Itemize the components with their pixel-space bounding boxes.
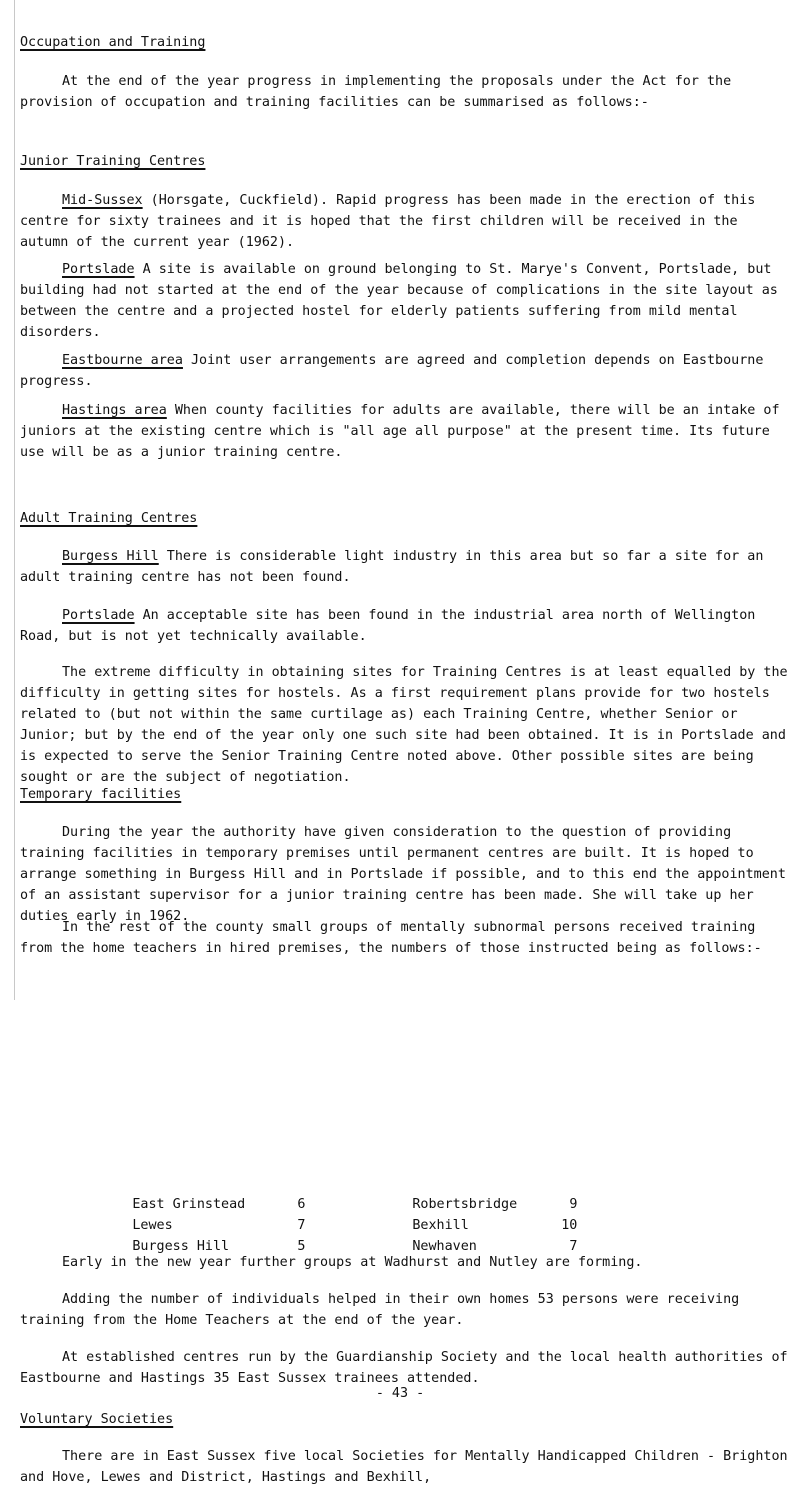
paragraph-established-centres: At established centres run by the Guardianship Society and the local health authorities of Eastbourne and Hastings 35 East Sussex trainees attended.: [20, 1350, 788, 1386]
scan-margin-line: [14, 0, 15, 1000]
paragraph-burgess-hill: Burgess Hill There is considerable light industry in this area but so far a site for an adult training centre has not been found.: [20, 549, 764, 585]
place-name: Burgess Hill: [132, 1239, 230, 1254]
paragraph-small-groups: In the rest of the county small groups of mentally subnormal persons received training from the home teachers in hired premises, the numbers of those instructed being as follows:-: [20, 920, 762, 956]
group-count: 10: [561, 1218, 578, 1233]
group-numbers-table: [84, 1173, 578, 1254]
place-name: Lewes: [132, 1218, 173, 1233]
label-portslade-junior: Portslade: [62, 262, 135, 277]
paragraph-hastings: Hastings area When county facilities for adults are available, there will be an intake of juniors at the existing centre which is "all age all purpose" at the present time. Its future use will be as a junior training centre.: [20, 403, 780, 460]
intro-paragraph: At the end of the year progress in implementing the proposals under the Act for the provision of occupation and training facilities can be summarised as follows:-: [20, 74, 732, 110]
section-heading-voluntary: Voluntary Societies: [20, 1412, 174, 1427]
paragraph-voluntary-societies: There are in East Sussex five local Societies for Mentally Handicapped Children - Brighton and Hove, Lewes and District, Hastings and Bexhill,: [20, 1449, 788, 1485]
group-count: 9: [569, 1197, 578, 1212]
group-count: 7: [297, 1218, 306, 1233]
paragraph-portslade-junior: Portslade A site is available on ground belonging to St. Marye's Convent, Portslade, but building had not started at the end of the year because of complications in the site layout as between the centre and a projected hostel for elderly patients suffering from mild mental disorders.: [20, 262, 778, 340]
label-eastbourne: Eastbourne area: [62, 353, 183, 368]
paragraph-site-difficulty: The extreme difficulty in obtaining sites for Training Centres is at least equalled by the difficulty in getting sites for hostels. As a first requirement plans provide for two hostels related to (but not within the same curtilage as) each Training Centre, whether Senior or Junior; but by the end of the year only one such site had been obtained. It is in Portslade and is expected to serve the Senior Training Centre noted above. Other possible sites are being sought or are the subject of negotiation.: [20, 665, 788, 785]
section-heading-junior: Junior Training Centres: [20, 154, 206, 169]
paragraph-portslade-adult: Portslade An acceptable site has been found in the industrial area north of Wellington Road, but is not yet technically available.: [20, 608, 756, 644]
label-burgess-hill: Burgess Hill: [62, 549, 159, 564]
paragraph-temporary-premises: During the year the authority have given consideration to the question of providing training facilities in temporary premises until permanent centres are built. It is hoped to arrange something in Burgess Hill and in Portslade if possible, and to this end the appointment of an assistant supervisor for a junior training centre has been made. She will take up her duties early in 1962.: [20, 825, 786, 924]
section-heading-occupation: Occupation and Training: [20, 35, 206, 50]
label-mid-sussex: Mid-Sussex: [62, 193, 143, 208]
place-name: Newhaven: [412, 1239, 477, 1254]
label-hastings: Hastings area: [62, 403, 167, 418]
table-row: [84, 1173, 578, 1212]
label-portslade-adult: Portslade: [62, 608, 135, 623]
group-count: 6: [297, 1197, 306, 1212]
section-heading-temporary: Temporary facilities: [20, 787, 182, 802]
section-heading-adult: Adult Training Centres: [20, 511, 198, 526]
place-name: Bexhill: [412, 1218, 469, 1233]
paragraph-home-teachers: Adding the number of individuals helped in their own homes 53 persons were receiving training from the Home Teachers at the end of the year.: [20, 1292, 740, 1328]
paragraph-new-groups: Early in the new year further groups at Wadhurst and Nutley are forming.: [62, 1255, 643, 1270]
group-count: 5: [297, 1239, 306, 1254]
paragraph-mid-sussex: Mid-Sussex (Horsgate, Cuckfield). Rapid progress has been made in the erection of this centre for sixty trainees and it is hoped that the first children will be received in the autumn of the current year (1962).: [20, 193, 756, 250]
place-name: Robertsbridge: [412, 1197, 518, 1212]
page-number: - 43 -: [375, 1386, 425, 1401]
place-name: East Grinstead: [132, 1197, 246, 1212]
paragraph-eastbourne: Eastbourne area Joint user arrangements are agreed and completion depends on Eastbourne progress.: [20, 353, 764, 389]
group-count: 7: [569, 1239, 578, 1254]
